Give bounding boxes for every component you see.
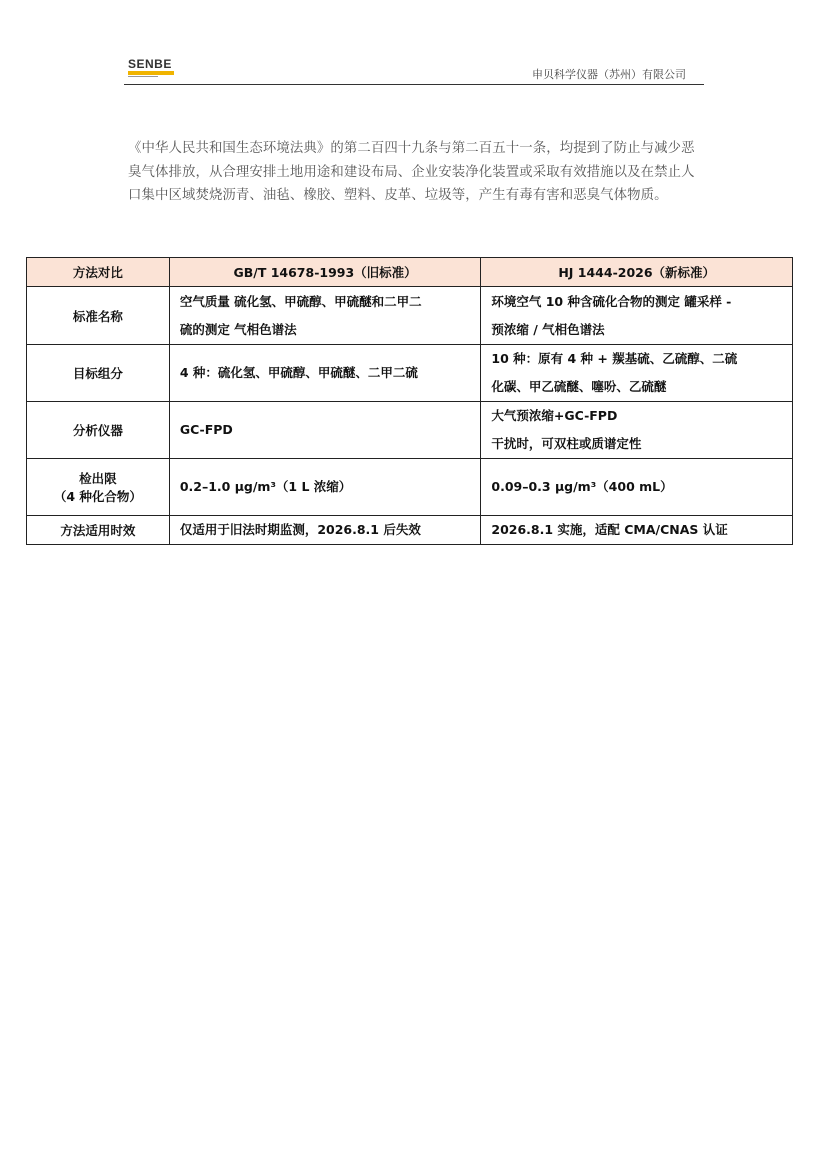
- company-name: 申贝科学仪器（苏州）有限公司: [532, 68, 686, 81]
- cell-line: 预浓缩 / 气相色谱法: [491, 321, 605, 337]
- table-row: [27, 402, 793, 459]
- new-standard-cell: [481, 459, 793, 516]
- cell-line: 0.2–1.0 μg/m³（1 L 浓缩）: [179, 479, 352, 494]
- row-label: 标准名称: [27, 287, 170, 345]
- old-standard-cell: [169, 287, 481, 345]
- cell-line: 仅适用于旧法时期监测，2026.8.1 后失效: [179, 522, 421, 537]
- cell-line: 环境空气 10 种含硫化合物的测定 罐采样 -: [491, 293, 732, 309]
- cell-line: 干扰时，可双柱或质谱定性: [491, 436, 642, 451]
- cell-line: 化碳、甲乙硫醚、噻吩、乙硫醚: [491, 379, 667, 394]
- row-label: 方法适用时效: [27, 516, 170, 545]
- cell-line: 10 种：原有 4 种 + 羰基硫、乙硫醇、二硫: [491, 351, 738, 366]
- cell-line: 大气预浓缩+GC-FPD: [491, 408, 618, 423]
- row-label: [27, 459, 170, 516]
- old-standard-cell: [169, 345, 481, 402]
- row-label-line: （4 种化合物）: [53, 489, 142, 504]
- cell-line: 4 种：硫化氢、甲硫醇、甲硫醚、二甲二硫: [179, 365, 418, 380]
- row-label-line: 检出限: [79, 471, 117, 486]
- row-label: 目标组分: [27, 345, 170, 402]
- logo-bar: [128, 71, 174, 75]
- intro-paragraph: 《中华人民共和国生态环境法典》的第二百四十九条与第二百五十一条，均提到了防止与减少恶臭气体排放，从合理安排土地用途和建设布局、企业安装净化装置或采取有效措施以及在禁止人口集中区域焚烧沥青、油毡、橡胶、塑料、皮革、垃圾等，产生有毒有害和恶臭气体物质。: [128, 141, 695, 203]
- table-header-row: [27, 258, 793, 287]
- new-standard-cell: [481, 516, 793, 545]
- new-standard-cell: [481, 287, 793, 345]
- table-row: [27, 516, 793, 545]
- row-label: 分析仪器: [27, 402, 170, 459]
- header-new-standard: HJ 1444-2026（新标准）: [481, 258, 793, 287]
- logo-text: SENBE: [128, 57, 172, 71]
- table-row: [27, 345, 793, 402]
- cell-line: 2026.8.1 实施，适配 CMA/CNAS 认证: [491, 522, 728, 537]
- old-standard-cell: [169, 402, 481, 459]
- cell-line: 空气质量 硫化氢、甲硫醇、甲硫醚和二甲二: [179, 293, 422, 309]
- new-standard-cell: [481, 345, 793, 402]
- new-standard-cell: [481, 402, 793, 459]
- header-method: 方法对比: [27, 258, 170, 287]
- old-standard-cell: [169, 459, 481, 516]
- company-logo: [128, 58, 176, 80]
- cell-line: 0.09–0.3 μg/m³（400 mL）: [491, 479, 673, 494]
- old-standard-cell: [169, 516, 481, 545]
- logo-underline: [128, 76, 158, 77]
- cell-line: 硫的测定 气相色谱法: [179, 321, 297, 337]
- comparison-table: [26, 257, 793, 545]
- page-header: [124, 56, 704, 85]
- table-row: [27, 459, 793, 516]
- cell-line: GC-FPD: [179, 422, 233, 437]
- header-old-standard: GB/T 14678-1993（旧标准）: [169, 258, 481, 287]
- table-row: [27, 287, 793, 345]
